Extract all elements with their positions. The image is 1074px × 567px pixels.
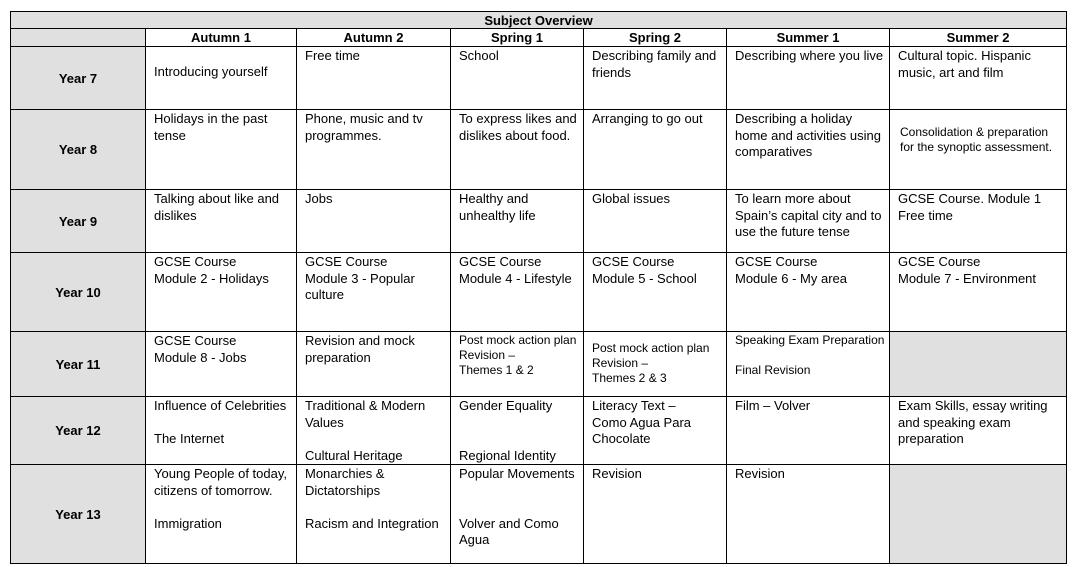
table-cell: Phone, music and tv programmes. — [297, 110, 451, 190]
table-cell: Popular Movements Volver and Como Agua — [451, 465, 584, 564]
table-cell: Free time — [297, 47, 451, 110]
table-cell: Jobs — [297, 190, 451, 253]
table-cell: GCSE Course Module 3 - Popular culture — [297, 253, 451, 332]
table-cell: Global issues — [584, 190, 727, 253]
table-row-year-13 — [11, 465, 1067, 564]
table-cell: Cultural topic. Hispanic music, art and film — [890, 47, 1067, 110]
table-cell — [890, 110, 1067, 190]
table-cell: GCSE Course Module 7 - Environment — [890, 253, 1067, 332]
table-row-year-11 — [11, 332, 1067, 397]
table-cell — [451, 332, 584, 397]
table-cell-empty — [890, 465, 1067, 564]
table-row-year-7 — [11, 47, 1067, 110]
table-cell: Holidays in the past tense — [146, 110, 297, 190]
table-cell: Revision — [727, 465, 890, 564]
column-header-spring-1: Spring 1 — [451, 29, 584, 47]
table-cell: To express likes and dislikes about food. — [451, 110, 584, 190]
row-label: Year 8 — [11, 110, 146, 190]
corner-cell — [11, 29, 146, 47]
table-cell: Describing family and friends — [584, 47, 727, 110]
table-cell: Arranging to go out — [584, 110, 727, 190]
table-row-year-9 — [11, 190, 1067, 253]
row-label: Year 13 — [11, 465, 146, 564]
row-label: Year 11 — [11, 332, 146, 397]
cell-text: Consolidation & preparation for the synoptic assessment. — [900, 125, 1053, 154]
table-cell: Monarchies & Dictatorships Racism and Integration — [297, 465, 451, 564]
column-header-autumn-1: Autumn 1 — [146, 29, 297, 47]
table-cell: Healthy and unhealthy life — [451, 190, 584, 253]
table-cell: Literacy Text – Como Agua Para Chocolate — [584, 397, 727, 465]
table-cell: Exam Skills, essay writing and speaking exam preparation — [890, 397, 1067, 465]
table-row-year-12 — [11, 397, 1067, 465]
table-cell-empty — [890, 332, 1067, 397]
cell-text: Introducing yourself — [154, 64, 268, 79]
column-header-autumn-2: Autumn 2 — [297, 29, 451, 47]
table-row-year-8 — [11, 110, 1067, 190]
cell-text: Post mock action plan Revision – Themes 1 & 2 — [459, 333, 577, 377]
table-cell: Influence of Celebrities The Internet — [146, 397, 297, 465]
table-cell: Describing a holiday home and activities using comparatives — [727, 110, 890, 190]
cell-text: Speaking Exam Preparation Final Revision — [735, 333, 885, 377]
row-label: Year 7 — [11, 47, 146, 110]
table-cell: School — [451, 47, 584, 110]
column-header-spring-2: Spring 2 — [584, 29, 727, 47]
column-header-summer-1: Summer 1 — [727, 29, 890, 47]
table-title: Subject Overview — [11, 12, 1067, 29]
row-label: Year 10 — [11, 253, 146, 332]
table-cell: GCSE Course Module 2 - Holidays — [146, 253, 297, 332]
table-cell: To learn more about Spain’s capital city and to use the future tense — [727, 190, 890, 253]
table-cell: GCSE Course Module 4 - Lifestyle — [451, 253, 584, 332]
table-cell: Traditional & Modern Values Cultural Heritage — [297, 397, 451, 465]
table-cell: Film – Volver — [727, 397, 890, 465]
cell-text: Post mock action plan Revision – Themes 2 & 3 — [592, 341, 710, 385]
table-cell: Revision — [584, 465, 727, 564]
table-cell: Talking about like and dislikes — [146, 190, 297, 253]
table-cell: GCSE Course Module 8 - Jobs — [146, 332, 297, 397]
table-cell: GCSE Course Module 6 - My area — [727, 253, 890, 332]
table-cell: GCSE Course. Module 1 Free time — [890, 190, 1067, 253]
table-cell: GCSE Course Module 5 - School — [584, 253, 727, 332]
table-row-year-10 — [11, 253, 1067, 332]
subject-overview-table — [10, 11, 1067, 564]
table-cell — [584, 332, 727, 397]
table-cell: Revision and mock preparation — [297, 332, 451, 397]
table-cell: Young People of today, citizens of tomorrow. Immigration — [146, 465, 297, 564]
table-cell — [727, 332, 890, 397]
row-label: Year 12 — [11, 397, 146, 465]
row-label: Year 9 — [11, 190, 146, 253]
table-cell — [146, 47, 297, 110]
table-cell: Describing where you live — [727, 47, 890, 110]
column-header-summer-2: Summer 2 — [890, 29, 1067, 47]
table-cell: Gender Equality Regional Identity — [451, 397, 584, 465]
